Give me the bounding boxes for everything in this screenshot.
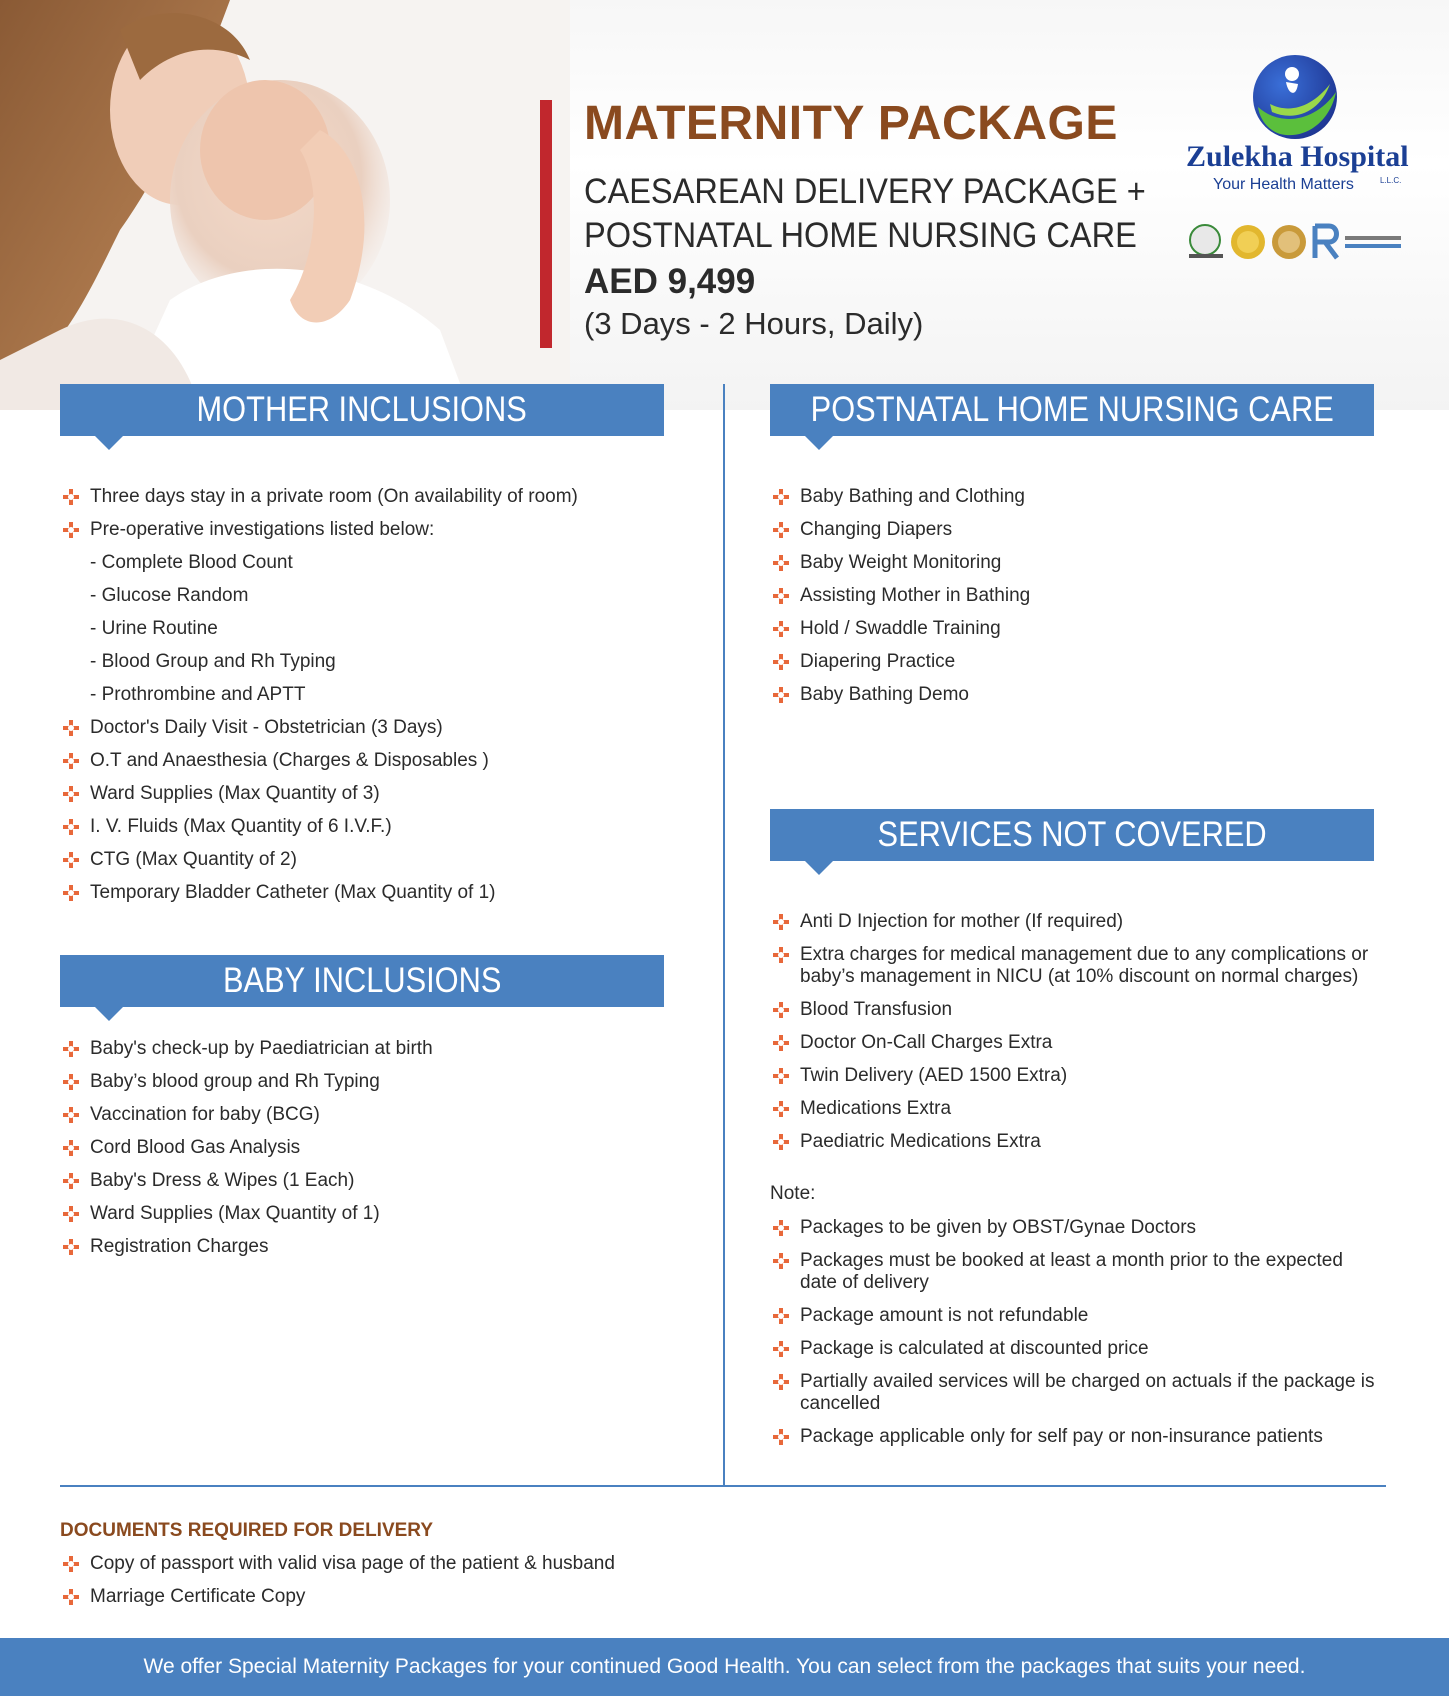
list-item: Hold / Swaddle Training [770, 618, 1390, 640]
mother-inclusions-list [60, 486, 680, 915]
postnatal-care-list [770, 486, 1390, 717]
list-item: Ward Supplies (Max Quantity of 1) [60, 1203, 680, 1225]
list-item: Ward Supplies (Max Quantity of 3) [60, 783, 680, 805]
documents-list [60, 1553, 860, 1619]
list-item: Extra charges for medical management due to any complications or baby’s management in NICU (at 10% discount on normal charges) [770, 944, 1380, 988]
hospital-tagline: Your Health Matters [1213, 176, 1354, 193]
list-item: CTG (Max Quantity of 2) [60, 849, 680, 871]
plus-bullet-icon [63, 786, 79, 802]
plus-bullet-icon [773, 1101, 789, 1117]
list-item: Package amount is not refundable [770, 1305, 1380, 1327]
plus-bullet-icon [773, 522, 789, 538]
plus-bullet-icon [773, 1308, 789, 1324]
plus-bullet-icon [63, 885, 79, 901]
plus-bullet-icon [63, 852, 79, 868]
plus-bullet-icon [773, 1429, 789, 1445]
list-item: Vaccination for baby (BCG) [60, 1104, 680, 1126]
mother-baby-photo [0, 0, 570, 410]
list-item: Diapering Practice [770, 651, 1390, 673]
list-item: Medications Extra [770, 1098, 1380, 1120]
baby-inclusions-heading: BABY INCLUSIONS [60, 955, 664, 1007]
plus-bullet-icon [773, 914, 789, 930]
list-item: Baby Weight Monitoring [770, 552, 1390, 574]
list-item: Paediatric Medications Extra [770, 1131, 1380, 1153]
plus-bullet-icon [773, 947, 789, 963]
note-list [770, 1217, 1380, 1459]
hospital-logo-icon [1250, 52, 1340, 142]
plus-bullet-icon [773, 588, 789, 604]
plus-bullet-icon [63, 1107, 79, 1123]
postnatal-care-heading: POSTNATAL HOME NURSING CARE [770, 384, 1374, 436]
list-item: O.T and Anaesthesia (Charges & Disposables ) [60, 750, 680, 772]
baby-inclusions-list [60, 1038, 680, 1269]
list-item: Doctor On-Call Charges Extra [770, 1032, 1380, 1054]
plus-bullet-icon [63, 1556, 79, 1572]
plus-bullet-icon [63, 1239, 79, 1255]
list-item: Baby’s blood group and Rh Typing [60, 1071, 680, 1093]
list-item: Assisting Mother in Bathing [770, 585, 1390, 607]
list-item: Baby's Dress & Wipes (1 Each) [60, 1170, 680, 1192]
list-item: I. V. Fluids (Max Quantity of 6 I.V.F.) [60, 816, 680, 838]
footer-text: We offer Special Maternity Packages for your continued Good Health. You can select from the packages that suits your need. [143, 1655, 1306, 1678]
package-price: AED 9,499 [584, 262, 756, 301]
plus-bullet-icon [773, 1220, 789, 1236]
plus-bullet-icon [773, 1374, 789, 1390]
mother-inclusions-heading: MOTHER INCLUSIONS [60, 384, 664, 436]
plus-bullet-icon [63, 720, 79, 736]
list-item: Packages must be booked at least a month prior to the expected date of delivery [770, 1250, 1380, 1294]
list-item: Marriage Certificate Copy [60, 1586, 860, 1608]
list-item: Packages to be given by OBST/Gynae Doctors [770, 1217, 1380, 1239]
list-item: Baby Bathing Demo [770, 684, 1390, 706]
column-divider [723, 384, 725, 1486]
list-item: Anti D Injection for mother (If required) [770, 911, 1380, 933]
plus-bullet-icon [773, 1002, 789, 1018]
plus-bullet-icon [63, 1041, 79, 1057]
list-sub-item: - Urine Routine [90, 618, 218, 639]
plus-bullet-icon [773, 1035, 789, 1051]
page-title: MATERNITY PACKAGE [584, 97, 1118, 150]
plus-bullet-icon [63, 1074, 79, 1090]
list-item: Copy of passport with valid visa page of the patient & husband [60, 1553, 860, 1575]
plus-bullet-icon [63, 753, 79, 769]
hospital-name: Zulekha Hospital [1186, 140, 1409, 173]
list-item: Partially availed services will be charged on actuals if the package is cancelled [770, 1371, 1380, 1415]
list-sub-item: - Complete Blood Count [90, 552, 293, 573]
plus-bullet-icon [773, 654, 789, 670]
list-item: Twin Delivery (AED 1500 Extra) [770, 1065, 1380, 1087]
plus-bullet-icon [63, 522, 79, 538]
plus-bullet-icon [773, 489, 789, 505]
plus-bullet-icon [63, 489, 79, 505]
subtitle-line-1: CAESAREAN DELIVERY PACKAGE + [584, 172, 1146, 211]
plus-bullet-icon [63, 1589, 79, 1605]
package-duration: (3 Days - 2 Hours, Daily) [584, 306, 924, 341]
list-item: Baby's check-up by Paediatrician at birth [60, 1038, 680, 1060]
list-item: Baby Bathing and Clothing [770, 486, 1390, 508]
plus-bullet-icon [773, 555, 789, 571]
subtitle-line-2: POSTNATAL HOME NURSING CARE [584, 216, 1137, 255]
list-item: Doctor's Daily Visit - Obstetrician (3 Days) [60, 717, 680, 739]
section-divider [60, 1485, 1386, 1487]
plus-bullet-icon [63, 1173, 79, 1189]
services-not-covered-list [770, 911, 1380, 1164]
list-item: Changing Diapers [770, 519, 1390, 541]
hospital-llc: L.L.C. [1380, 176, 1402, 185]
list-item: Package is calculated at discounted price [770, 1338, 1380, 1360]
plus-bullet-icon [773, 1134, 789, 1150]
plus-bullet-icon [773, 1341, 789, 1357]
list-sub-item: - Blood Group and Rh Typing [90, 651, 336, 672]
note-label: Note: [770, 1183, 816, 1204]
list-item: Package applicable only for self pay or non-insurance patients [770, 1426, 1380, 1448]
list-sub-item: - Prothrombine and APTT [90, 684, 306, 705]
plus-bullet-icon [773, 1068, 789, 1084]
plus-bullet-icon [63, 819, 79, 835]
plus-bullet-icon [773, 687, 789, 703]
plus-bullet-icon [63, 1140, 79, 1156]
list-item: Temporary Bladder Catheter (Max Quantity of 1) [60, 882, 680, 904]
list-item: Blood Transfusion [770, 999, 1380, 1021]
plus-bullet-icon [773, 1253, 789, 1269]
services-not-covered-heading: SERVICES NOT COVERED [770, 809, 1374, 861]
list-sub-item: - Glucose Random [90, 585, 249, 606]
accreditation-badges [1185, 222, 1405, 262]
plus-bullet-icon [773, 621, 789, 637]
list-item: Three days stay in a private room (On availability of room) [60, 486, 680, 508]
plus-bullet-icon [63, 1206, 79, 1222]
documents-heading: DOCUMENTS REQUIRED FOR DELIVERY [60, 1520, 433, 1541]
list-item: Cord Blood Gas Analysis [60, 1137, 680, 1159]
list-item: Pre-operative investigations listed below: [60, 519, 680, 541]
title-accent-bar [540, 100, 552, 348]
list-item: Registration Charges [60, 1236, 680, 1258]
footer-banner [0, 1638, 1449, 1696]
package-subtitle [584, 170, 1146, 258]
